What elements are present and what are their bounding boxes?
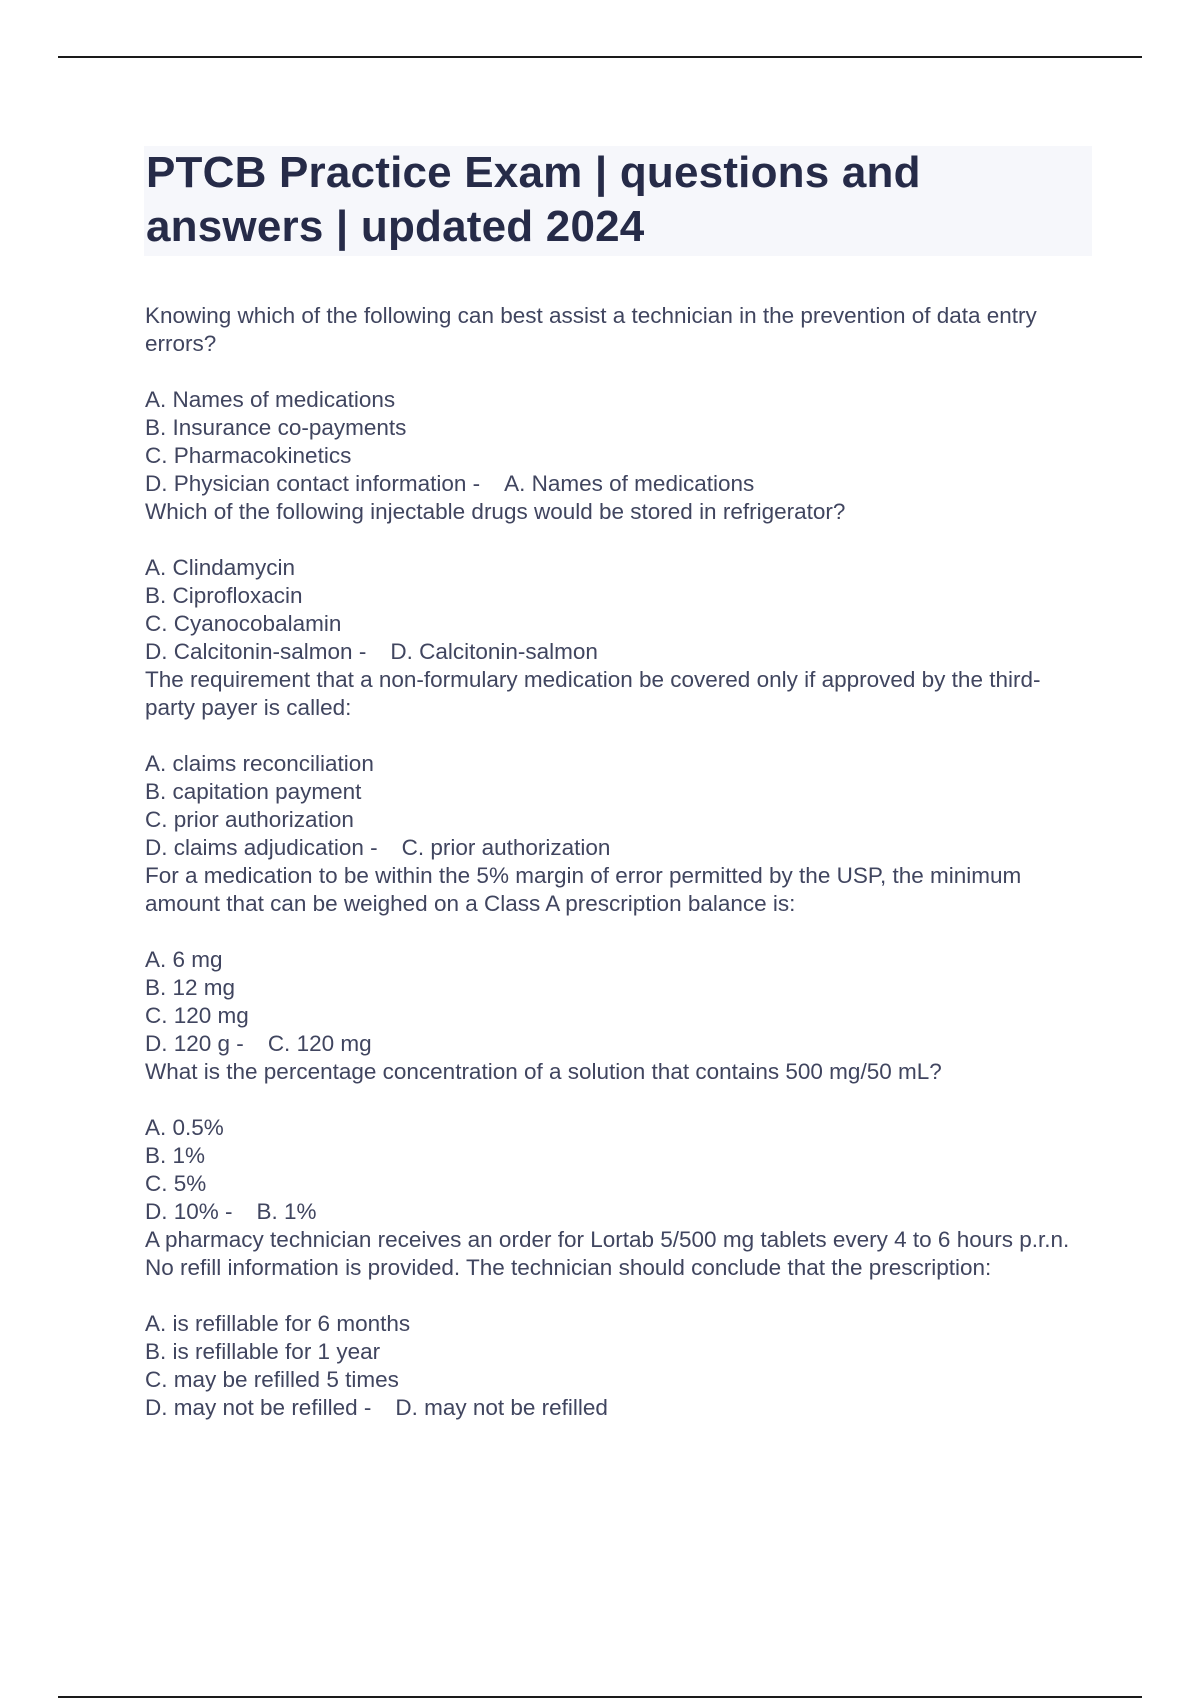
bottom-rule: [58, 1696, 1142, 1698]
option-c: C. Pharmacokinetics: [145, 443, 352, 468]
option-a: A. is refillable for 6 months: [145, 1311, 411, 1336]
option-b: B. Ciprofloxacin: [145, 583, 303, 608]
answer: D. may not be refilled: [395, 1395, 608, 1420]
option-b: B. 1%: [145, 1143, 206, 1168]
question-item: [145, 498, 1085, 666]
option-a: A. claims reconciliation: [145, 751, 374, 776]
answer: B. 1%: [256, 1199, 317, 1224]
answer: D. Calcitonin-salmon: [390, 639, 598, 664]
title-block: [144, 146, 1092, 256]
option-c: C. may be refilled 5 times: [145, 1367, 399, 1392]
option-d-with-answer: [145, 834, 1085, 862]
option-c: C. 120 mg: [145, 1003, 249, 1028]
option-d-with-answer: [145, 470, 1085, 498]
answer: C. 120 mg: [267, 1031, 372, 1056]
question-text: Which of the following injectable drugs would be stored in refrigerator?: [145, 499, 846, 524]
option-c: C. prior authorization: [145, 807, 354, 832]
option-d-with-answer: [145, 638, 1085, 666]
question-item: [145, 1058, 1085, 1226]
option-d: D. 120 g -: [145, 1031, 244, 1056]
option-a: A. Names of medications: [145, 387, 396, 412]
option-d: D. may not be refilled -: [145, 1395, 372, 1420]
option-c: C. Cyanocobalamin: [145, 611, 342, 636]
question-text: For a medication to be within the 5% margin of error permitted by the USP, the minimum amount that can be weighed on a Class A prescription balance is:: [145, 863, 1022, 916]
question-text: What is the percentage concentration of a solution that contains 500 mg/50 mL?: [145, 1059, 942, 1084]
option-a: A. 6 mg: [145, 947, 223, 972]
option-c: C. 5%: [145, 1171, 207, 1196]
option-b: B. is refillable for 1 year: [145, 1339, 381, 1364]
option-b: B. 12 mg: [145, 975, 236, 1000]
question-item: [145, 302, 1085, 498]
option-d: D. claims adjudication -: [145, 835, 378, 860]
question-list: [145, 302, 1085, 1422]
question-item: [145, 1226, 1085, 1422]
option-b: B. capitation payment: [145, 779, 362, 804]
question-item: [145, 666, 1085, 862]
option-d: D. Calcitonin-salmon -: [145, 639, 367, 664]
option-b: B. Insurance co-payments: [145, 415, 407, 440]
option-d-with-answer: [145, 1030, 1085, 1058]
top-rule: [58, 56, 1142, 58]
question-item: [145, 862, 1085, 1058]
answer: C. prior authorization: [401, 835, 611, 860]
option-d-with-answer: [145, 1394, 1085, 1422]
option-d: D. Physician contact information -: [145, 471, 481, 496]
option-d-with-answer: [145, 1198, 1085, 1226]
option-a: A. Clindamycin: [145, 555, 296, 580]
question-text: The requirement that a non-formulary medication be covered only if approved by the third-party payer is called:: [145, 667, 1041, 720]
question-text: A pharmacy technician receives an order for Lortab 5/500 mg tablets every 4 to 6 hours p.r.n. No refill information is provided. The technician should conclude that the prescription:: [145, 1227, 1070, 1280]
answer: A. Names of medications: [504, 471, 755, 496]
option-a: A. 0.5%: [145, 1115, 224, 1140]
question-text: Knowing which of the following can best assist a technician in the prevention of data entry errors?: [145, 303, 1037, 356]
page-title: PTCB Practice Exam | questions and answers | updated 2024: [146, 148, 921, 251]
option-d: D. 10% -: [145, 1199, 233, 1224]
